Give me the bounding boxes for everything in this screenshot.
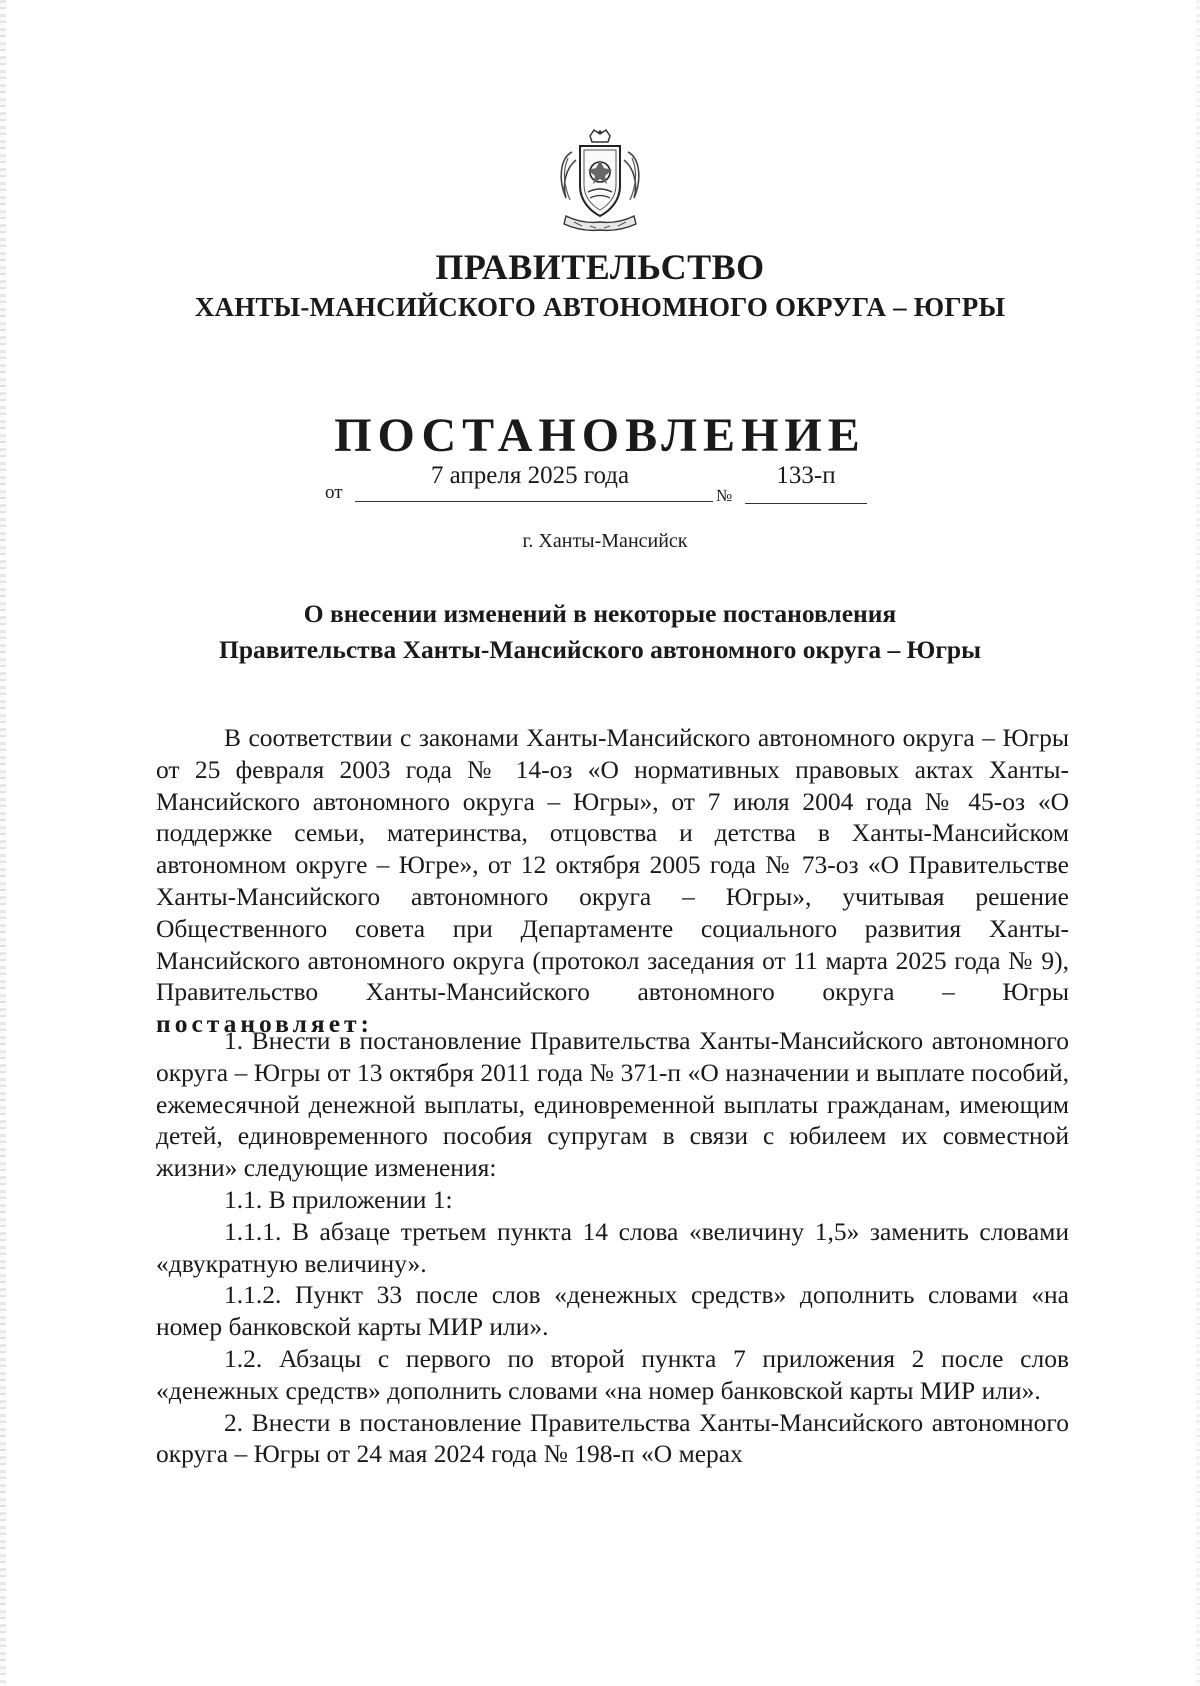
coat-of-arms-emblem <box>552 128 648 236</box>
decree-items <box>156 1025 1069 1470</box>
city-line: г. Ханты-Мансийск <box>522 530 688 552</box>
preamble-text: В соответствии с законами Ханты-Мансийского автономного округа – Югры от 25 февраля 2003 года № 14-оз «О нормативных правовых актах Ханты-Мансийского автономного округа – Югры», от 7 июля 2004 года № 45-оз «О поддержке семьи, материнства, отцовства и детства в Ханты-Мансийском автономном округе – Югре», от 12 октября 2005 года № 73-оз «О Правительстве Ханты-Мансийского автономного округа – Югры», учитывая решение Общественного совета при Департаменте социального развития Ханты-Мансийского автономного округа (протокол заседания от 11 марта 2025 года № 9), Правительство Ханты-Мансийского автономного округа – Югры <box>156 723 1069 1007</box>
item-1-1: 1.1. В приложении 1: <box>224 1184 453 1214</box>
item-1: 1. Внести в постановление Правительства Ханты-Мансийского автономного округа – Югры от 13 октября 2011 года № 371-п «О назначении и выплате пособий, ежемесячной денежной выплаты, единовременной выплаты гражданам, имеющим детей, единовременного пособия супругам в связи с юбилеем их совместной жизни» следующие изменения: <box>156 1026 1069 1183</box>
region-heading: ХАНТЫ-МАНСИЙСКОГО АВТОНОМНОГО ОКРУГА – ЮГРЫ <box>194 292 1006 322</box>
item-1-1-2: 1.1.2. Пункт 33 после слов «денежных средств» дополнить словами «на номер банковской карты МИР или». <box>156 1280 1069 1342</box>
government-heading: ПРАВИТЕЛЬСТВО <box>435 247 765 287</box>
decree-date-number-line <box>325 462 865 510</box>
subject-line-1: О внесении изменений в некоторые постановления <box>303 599 897 628</box>
resolves-word: постановляет: <box>156 1009 374 1039</box>
number-label: № <box>716 486 733 505</box>
decree-number: 133-п <box>776 462 836 489</box>
item-2: 2. Внести в постановление Правительства Ханты-Мансийского автономного округа – Югры от 24 мая 2024 года № 198-п «О мерах <box>156 1407 1069 1469</box>
subject-line-2: Правительства Ханты-Мансийского автономного округа – Югры <box>218 635 981 664</box>
item-1-1-1: 1.1.1. В абзаце третьем пункта 14 слова «величину 1,5» заменить словами «двукратную величину». <box>156 1216 1069 1278</box>
date-underline <box>355 501 713 502</box>
item-1-2: 1.2. Абзацы с первого по второй пункта 7 приложения 2 после слов «денежных средств» дополнить словами «на номер банковской карты МИР или». <box>156 1343 1069 1405</box>
preamble-block <box>156 722 1069 1040</box>
from-label: от <box>325 482 343 503</box>
preamble-paragraph <box>156 722 1069 1040</box>
decree-subject <box>150 596 1050 668</box>
number-underline <box>745 503 867 504</box>
decree-title: ПОСТАНОВЛЕНИЕ <box>334 409 866 462</box>
decree-date: 7 апреля 2025 года <box>430 462 630 489</box>
